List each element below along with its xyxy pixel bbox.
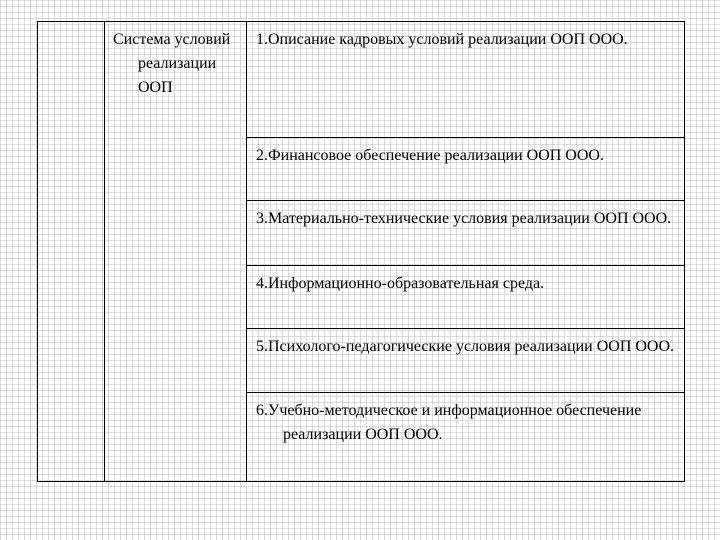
- conditions-table: [37, 21, 685, 482]
- condition-text: 5.Психолого-педагогические условия реализации ООП ООО.: [256, 338, 675, 355]
- condition-row: [247, 266, 684, 329]
- condition-text: 3.Материально-технические условия реализации ООП ООО.: [256, 210, 672, 227]
- condition-row: [247, 393, 684, 483]
- condition-row: [247, 201, 684, 266]
- condition-text: 2.Финансовое обеспечение реализации ООП ООО.: [256, 147, 604, 164]
- condition-row: [247, 22, 684, 138]
- condition-row: [247, 329, 684, 393]
- condition-text: 4.Информационно-образовательная среда.: [256, 275, 545, 292]
- condition-text: 1.Описание кадровых условий реализации ООП ООО.: [256, 31, 628, 48]
- system-cell: [105, 22, 246, 100]
- conditions-list: [247, 22, 684, 481]
- condition-row: [247, 138, 684, 201]
- system-label: Система условий реализации ООП: [113, 31, 231, 96]
- condition-text: 6.Учебно-методическое и информационное обеспечение реализации ООП ООО.: [256, 402, 642, 443]
